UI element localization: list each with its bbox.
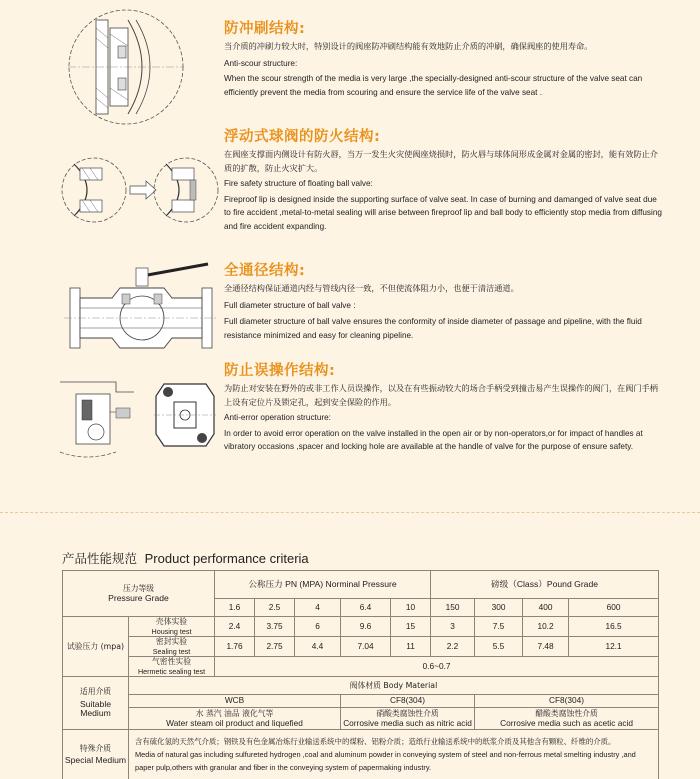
section-text-en: When the scour strength of the media is very large ,the specially-designed anti-scour structure of the valve seat can efficiently prevent the media from scouring and ensure the service life of the valve seat . <box>224 74 643 97</box>
class-value: 400 <box>523 599 569 617</box>
section-text-cn: 为防止对安装在野外的或非工作人员误操作，以及在有些振动较大的场合手柄受到撞击易产生误操作的阀门，在阀门手柄上设有定位片及锁定孔，起到安全保险的作用。 <box>224 383 658 407</box>
material-medium: 醋酸类腐蚀性介质 Corrosive media such as acetic acid <box>475 708 659 730</box>
housing-test-row <box>63 617 659 637</box>
hermetic-value: 0.6~0.7 <box>215 657 659 677</box>
pn-value: 4 <box>295 599 341 617</box>
housing-value: 6 <box>295 617 341 637</box>
pn-value: 10 <box>391 599 431 617</box>
housing-value: 7.5 <box>475 617 523 637</box>
section-title: 全通径结构: <box>224 263 306 279</box>
sealing-value: 2.75 <box>255 637 295 657</box>
special-medium-text: 含有硫化氢的天然气介质；钢铁及有色金属冶炼行业输送系统中的煤粉、铝粉介质；造纸行业输送系统中的纸浆介质及其他含有颗粒、纤维的介质。 Media of natural gas including sulfureted hydrogen ,coal and aluminum powder in conveying system of steel and non-ferrous metal smelting industry ,and paper pulp,others with granular and fiber in the conveying system of papermaking industry. <box>129 730 659 779</box>
spec-title-en: Product performance criteria <box>144 551 309 566</box>
fire-safety-figure <box>60 148 220 232</box>
section-text-en: In order to avoid error operation on the valve installed in the open air or by non-operators,or for impact of handles at vibratory occasions ,spacer and locking hole are available at the handle of valve for the purpose of ensure safety. <box>224 428 643 451</box>
sealing-value: 5.5 <box>475 637 523 657</box>
ball-valve-figure <box>62 256 220 356</box>
housing-value: 3.75 <box>255 617 295 637</box>
housing-value: 3 <box>431 617 475 637</box>
section-subtitle-en: Anti-scour structure: <box>224 58 298 68</box>
nominal-pressure-header: 公称压力 PN (MPA) Norminal Pressure <box>215 571 431 599</box>
test-pressure-label: 试验压力 (mpa) <box>63 617 129 677</box>
section-subtitle-en: Fire safety structure of floating ball valve: <box>224 179 373 188</box>
pn-value: 1.6 <box>215 599 255 617</box>
sealing-value: 4.4 <box>295 637 341 657</box>
pressure-grade-label: 压力等级 Pressure Grade <box>63 571 215 617</box>
material-grade: CF8(304) <box>341 695 475 708</box>
special-medium-row <box>63 730 659 779</box>
anti-scour-figure <box>66 8 186 126</box>
spec-table <box>62 570 659 779</box>
pn-value: 6.4 <box>341 599 391 617</box>
class-value: 150 <box>431 599 475 617</box>
section-title: 防止误操作结构: <box>224 363 336 379</box>
housing-value: 16.5 <box>569 617 659 637</box>
sealing-test-row <box>63 637 659 657</box>
housing-test-label: 壳体实验 Housing test <box>129 617 215 637</box>
section-text-en: Fireproof lip is designed inside the supporting surface of valve seat. In case of burning and damanged of valve seat due to fire accident ,metal-to-metal sealing will arise between fireproof lip and ball body to efficiently stop media from diffusing and fire accident expanding. <box>224 194 662 231</box>
section-title: 防冲刷结构: <box>224 21 306 37</box>
section-text-cn: 在阀座支撑面内侧设计有防火唇，当万一发生火灾使阀座烧损时，防火唇与球体间形成金属对金属的密封，能有效防止介质的扩散，防止火灾扩大。 <box>224 149 658 173</box>
section-text-cn: 当介质的冲刷力较大时，特别设计的阀座防冲刷结构能有效地防止介质的冲刷，确保阀座的使用寿命。 <box>224 41 593 51</box>
section-subtitle-en: Anti-error operation structure: <box>224 413 331 422</box>
suitable-medium-label: 适用介质 Suitable Medium <box>63 677 129 730</box>
sealing-value: 2.2 <box>431 637 475 657</box>
spec-header-row <box>63 571 659 599</box>
sealing-value: 11 <box>391 637 431 657</box>
class-value: 600 <box>569 599 659 617</box>
housing-value: 2.4 <box>215 617 255 637</box>
material-medium-row <box>63 708 659 730</box>
spec-title-cn: 产品性能规范 <box>62 551 138 566</box>
spec-title <box>62 549 309 567</box>
housing-value: 9.6 <box>341 617 391 637</box>
hermetic-test-row <box>63 657 659 677</box>
pn-value: 2.5 <box>255 599 295 617</box>
section-divider <box>0 512 700 513</box>
material-medium: 水 蒸汽 油品 液化气等 Water steam oil product and liquefied <box>129 708 341 730</box>
material-medium: 硝酸类腐蚀性介质 Corrosive media such as nitric acid <box>341 708 475 730</box>
sealing-value: 12.1 <box>569 637 659 657</box>
section-text-cn: 全通径结构保证通道内经与管线内径一致，不但使流体阻力小，也便于清洁通道。 <box>224 283 519 293</box>
section-title: 浮动式球阀的防火结构: <box>224 129 381 145</box>
section-text-en: Full diameter structure of ball valve ensures the conformity of inside diameter of passage and pipeline, with the fluid resistance minimized and easy for cleaning pipeline. <box>224 317 642 340</box>
hermetic-test-label: 气密性实验 Hermetic sealing test <box>129 657 215 677</box>
housing-value: 10.2 <box>523 617 569 637</box>
material-grade: CF8(304) <box>475 695 659 708</box>
lock-handle-figure <box>56 372 226 468</box>
sealing-value: 7.48 <box>523 637 569 657</box>
material-grade: WCB <box>129 695 341 708</box>
material-grade-row <box>63 695 659 708</box>
body-material-header-row <box>63 677 659 695</box>
pound-grade-header: 磅级（Class）Pound Grade <box>431 571 659 599</box>
housing-value: 15 <box>391 617 431 637</box>
sealing-test-label: 密封实验 Sealing test <box>129 637 215 657</box>
sealing-value: 7.04 <box>341 637 391 657</box>
class-value: 300 <box>475 599 523 617</box>
body-material-header: 阀体材质 Body Material <box>129 677 659 695</box>
section-subtitle-en: Full diameter structure of ball valve : <box>224 300 356 310</box>
special-medium-label: 特殊介质 Special Medium <box>63 730 129 779</box>
sealing-value: 1.76 <box>215 637 255 657</box>
